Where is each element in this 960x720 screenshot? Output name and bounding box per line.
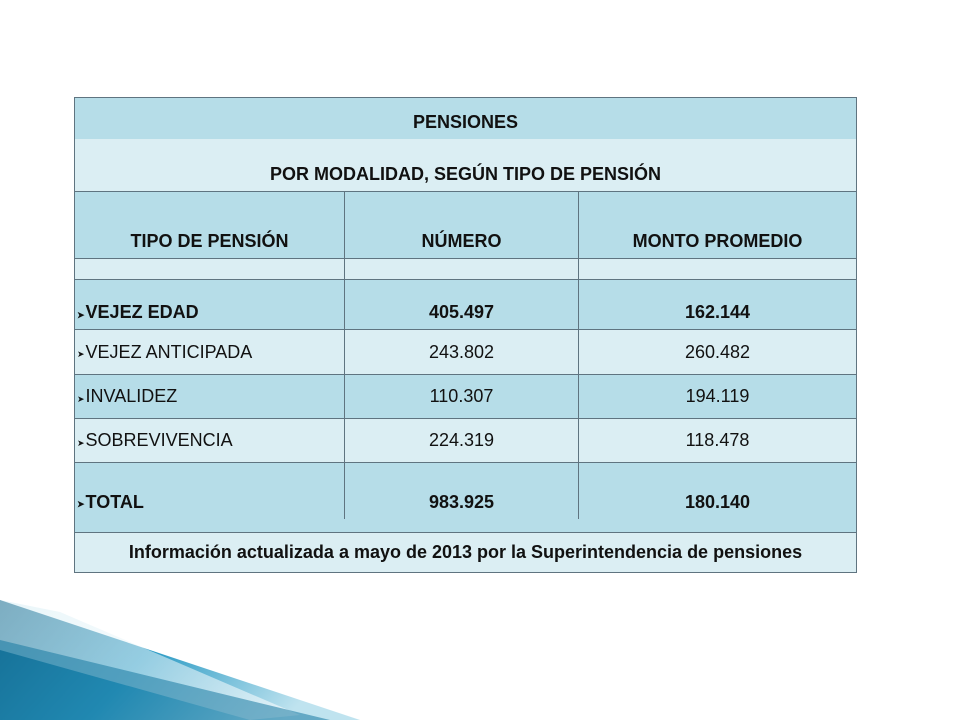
row-label: ➤INVALIDEZ (75, 375, 345, 419)
row-monto: 194.119 (579, 375, 857, 419)
table-title: PENSIONES (75, 98, 857, 139)
total-monto: 180.140 (579, 463, 857, 519)
arrow-bullet-icon: ➤ (77, 393, 85, 404)
table-row (75, 419, 857, 463)
row-label: ➤VEJEZ ANTICIPADA (75, 330, 345, 375)
header-row (75, 192, 857, 259)
arrow-bullet-icon: ➤ (77, 499, 85, 510)
table-subtitle: POR MODALIDAD, SEGÚN TIPO DE PENSIÓN (75, 139, 857, 192)
subtitle-row (75, 139, 857, 192)
row-monto: 260.482 (579, 330, 857, 375)
footnote: Información actualizada a mayo de 2013 por la Superintendencia de pensiones (75, 533, 857, 573)
header-numero: NÚMERO (345, 192, 579, 259)
row-monto: 118.478 (579, 419, 857, 463)
spacer-row (75, 519, 857, 533)
row-monto: 162.144 (579, 280, 857, 330)
arrow-bullet-icon: ➤ (77, 437, 85, 448)
table-row (75, 375, 857, 419)
pensions-table (74, 97, 857, 573)
row-label: ➤SOBREVIVENCIA (75, 419, 345, 463)
row-numero: 110.307 (345, 375, 579, 419)
total-label: ➤TOTAL (75, 463, 345, 519)
footnote-row (75, 533, 857, 573)
row-label: ➤VEJEZ EDAD (75, 280, 345, 330)
row-numero: 405.497 (345, 280, 579, 330)
header-monto: MONTO PROMEDIO (579, 192, 857, 259)
arrow-bullet-icon: ➤ (77, 309, 85, 320)
spacer-row (75, 259, 857, 280)
table-row (75, 330, 857, 375)
row-numero: 243.802 (345, 330, 579, 375)
title-row (75, 98, 857, 139)
header-tipo: TIPO DE PENSIÓN (75, 192, 345, 259)
row-numero: 224.319 (345, 419, 579, 463)
total-numero: 983.925 (345, 463, 579, 519)
table-row (75, 280, 857, 330)
arrow-bullet-icon: ➤ (77, 349, 85, 360)
total-row (75, 463, 857, 519)
